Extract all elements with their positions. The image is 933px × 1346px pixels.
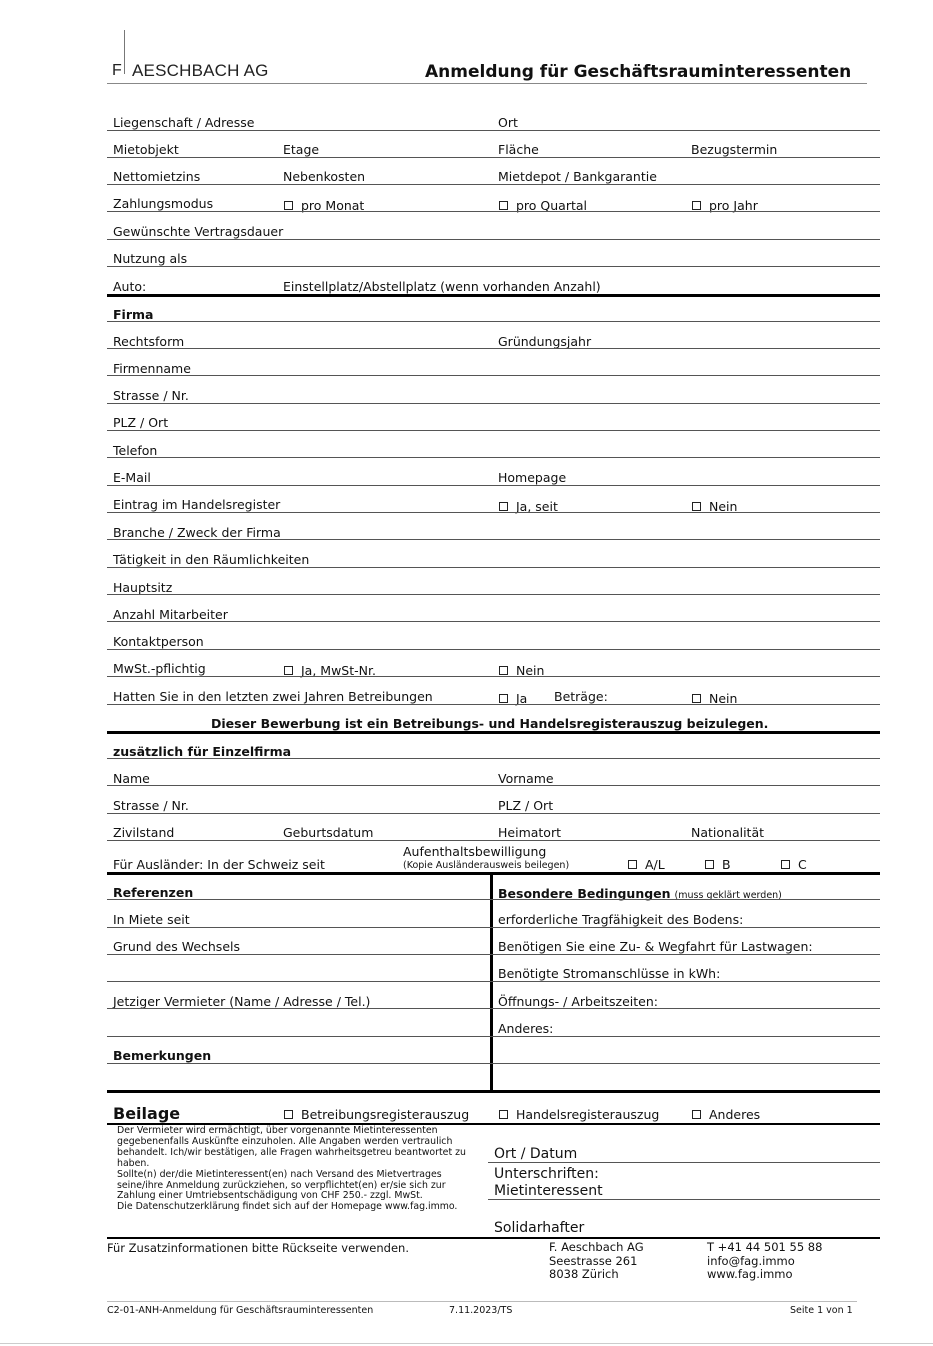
line-grund[interactable] <box>107 954 880 955</box>
section-divider <box>107 1090 880 1093</box>
label-vorname: Vorname <box>498 771 554 786</box>
checkbox-icon <box>499 694 508 703</box>
checkbox-betreibungsregister[interactable] <box>284 1108 469 1122</box>
label-vertragsdauer: Gewünschte Vertragsdauer <box>113 224 284 239</box>
checkbox-label: pro Jahr <box>709 198 758 213</box>
checkbox-label: C <box>798 857 807 872</box>
checkbox-label: Nein <box>516 663 545 678</box>
label-mietdepot: Mietdepot / Bankgarantie <box>498 169 657 184</box>
label-mitarbeiter: Anzahl Mitarbeiter <box>113 607 228 622</box>
checkbox-b[interactable] <box>705 858 731 872</box>
logo-letter: F <box>112 62 122 79</box>
line-handelsregister[interactable] <box>107 512 880 513</box>
line-liegenschaft[interactable] <box>107 130 880 131</box>
line-einzelfirma <box>107 758 880 759</box>
label-grund: Grund des Wechsels <box>113 939 240 954</box>
disclaimer-line: seine/ihre Anmeldung zurückziehen, so verpflichtet(en) er/sie sich zur <box>117 1179 446 1191</box>
line-nettomietzins[interactable] <box>107 184 880 185</box>
checkbox-icon <box>284 666 293 675</box>
checkbox-label: Ja, MwSt-Nr. <box>301 663 376 678</box>
label-liegenschaft: Liegenschaft / Adresse <box>113 115 255 130</box>
line-ref-1 <box>107 899 880 900</box>
line-anderes[interactable] <box>107 1036 880 1037</box>
line-betreibungen[interactable] <box>107 704 880 705</box>
line-kontaktperson[interactable] <box>107 649 880 650</box>
label-zeiten: Öffnungs- / Arbeitszeiten: <box>498 994 658 1009</box>
checkbox-icon <box>284 201 293 210</box>
checkbox-icon <box>628 860 637 869</box>
line-branche[interactable] <box>107 539 880 540</box>
footer-company-line: F. Aeschbach AG <box>549 1240 644 1254</box>
line-solidarhafter[interactable] <box>107 1237 880 1239</box>
line-rechtsform[interactable] <box>107 348 880 349</box>
label-zahlungsmodus: Zahlungsmodus <box>113 196 214 211</box>
bedingungen-heading: Besondere Bedingungen <box>498 886 671 901</box>
header-rule <box>107 83 867 84</box>
label-mietobjekt: Mietobjekt <box>113 142 179 157</box>
footer-company-line: Seestrasse 261 <box>549 1253 638 1268</box>
checkbox-icon <box>499 502 508 511</box>
section-title-firma: Firma <box>113 307 154 322</box>
checkbox-anderes[interactable] <box>692 1108 760 1122</box>
label-zufahrt: Benötigen Sie eine Zu- & Wegfahrt für Lastwagen: <box>498 939 813 954</box>
label-nationalitaet: Nationalität <box>691 825 765 840</box>
disclaimer-text <box>117 1126 482 1213</box>
checkbox-icon <box>499 666 508 675</box>
label-ef-strasse: Strasse / Nr. <box>113 798 189 813</box>
line-hauptsitz[interactable] <box>107 594 880 595</box>
label-etage: Etage <box>283 142 320 157</box>
section-title-einzelfirma: zusätzlich für Einzelfirma <box>113 744 292 759</box>
doc-date: 7.11.2023/TS <box>449 1305 513 1316</box>
label-auto: Auto: <box>113 279 147 294</box>
footer-phone: T +41 44 501 55 88 <box>707 1240 823 1254</box>
line-ef-strasse[interactable] <box>107 813 880 814</box>
page-title: Anmeldung für Geschäftsrauminteressenten <box>425 62 852 82</box>
checkbox-icon <box>705 860 714 869</box>
label-betreibungen: Hatten Sie in den letzten zwei Jahren Betreibungen <box>113 689 433 704</box>
label-nettomietzins: Nettomietzins <box>113 169 201 184</box>
label-email: E-Mail <box>113 470 151 485</box>
line-vermieter[interactable] <box>107 1008 880 1009</box>
footer-note: Für Zusatzinformationen bitte Rückseite verwenden. <box>107 1241 409 1255</box>
checkbox-label: Ja, seit <box>516 499 558 514</box>
label-homepage: Homepage <box>498 470 567 485</box>
checkbox-icon <box>692 694 701 703</box>
footer-contact <box>707 1241 822 1282</box>
checkbox-label: Betreibungsregisterauszug <box>301 1107 470 1122</box>
label-branche: Branche / Zweck der Firma <box>113 525 281 540</box>
label-gruendungsjahr: Gründungsjahr <box>498 334 592 349</box>
checkbox-icon <box>284 1110 293 1119</box>
line-bemerkungen[interactable] <box>107 1063 880 1064</box>
disclaimer-line: gegebenenfalls Auskünfte einzuholen. Alle Angaben werden vertraulich <box>117 1135 453 1147</box>
line-mietobjekt[interactable] <box>107 157 880 158</box>
label-geburtsdatum: Geburtsdatum <box>283 825 374 840</box>
label-ort-datum: Ort / Datum <box>494 1146 578 1162</box>
line-mwst[interactable] <box>107 676 880 677</box>
label-nebenkosten: Nebenkosten <box>283 169 366 184</box>
label-nutzung: Nutzung als <box>113 251 188 266</box>
label-plz-ort: PLZ / Ort <box>113 415 169 430</box>
label-auslaender: Für Ausländer: In der Schweiz seit <box>113 857 325 872</box>
label-einstellplatz: Einstellplatz/Abstellplatz (wenn vorhanden Anzahl) <box>283 279 601 294</box>
footer-company <box>549 1241 644 1282</box>
page-number: Seite 1 von 1 <box>790 1305 853 1316</box>
label-ef-plz: PLZ / Ort <box>498 798 554 813</box>
label-bezugstermin: Bezugstermin <box>691 142 778 157</box>
checkbox-al[interactable] <box>628 858 665 872</box>
label-aufenthalt: Aufenthaltsbewilligung <box>403 844 547 859</box>
label-tragfaehigkeit: erforderliche Tragfähigkeit des Bodens: <box>498 912 744 927</box>
label-mwst: MwSt.-pflichtig <box>113 661 206 676</box>
label-unterschriften: Unterschriften: <box>494 1166 599 1182</box>
checkbox-c[interactable] <box>781 858 807 872</box>
label-anderes: Anderes: <box>498 1021 554 1036</box>
bedingungen-note: (muss geklärt werden) <box>674 890 782 901</box>
column-divider <box>490 874 493 1092</box>
label-mietinteressent: Mietinteressent <box>494 1183 603 1199</box>
label-kontaktperson: Kontaktperson <box>113 634 204 649</box>
label-taetigkeit: Tätigkeit in den Räumlichkeiten <box>113 552 310 567</box>
line-mietinteressent[interactable] <box>488 1199 880 1200</box>
line-zahlungsmodus[interactable] <box>107 211 880 212</box>
section-divider <box>107 872 880 875</box>
logo-name: AESCHBACH AG <box>132 61 269 80</box>
line-in-miete[interactable] <box>107 927 880 928</box>
disclaimer-line: Die Datenschutzerklärung findet sich auf der Homepage www.fag.immo. <box>117 1201 458 1213</box>
label-vermieter: Jetziger Vermieter (Name / Adresse / Tel.) <box>113 994 371 1009</box>
section-divider <box>107 731 880 734</box>
label-betraege: Beträge: <box>554 689 608 704</box>
footer-website[interactable]: www.fag.immo <box>707 1267 793 1281</box>
disclaimer-line: Der Vermieter wird ermächtigt, über vorgenannte Mietinteressenten <box>117 1125 438 1136</box>
label-telefon: Telefon <box>113 443 158 458</box>
disclaimer-line: haben. <box>117 1157 150 1169</box>
line-taetigkeit[interactable] <box>107 567 880 568</box>
label-bemerkungen: Bemerkungen <box>113 1048 212 1063</box>
checkbox-icon <box>692 502 701 511</box>
label-handelsregister: Eintrag im Handelsregister <box>113 497 281 512</box>
section-title-referenzen: Referenzen <box>113 885 194 900</box>
checkbox-handelsregisterauszug[interactable] <box>499 1108 659 1122</box>
checkbox-icon <box>499 1110 508 1119</box>
label-name: Name <box>113 771 150 786</box>
checkbox-icon <box>781 860 790 869</box>
label-aufenthalt-note: (Kopie Ausländerausweis beilegen) <box>403 860 570 871</box>
line-firma <box>107 321 880 322</box>
checkbox-label: Ja <box>516 691 528 706</box>
label-ort: Ort <box>498 115 518 130</box>
label-firmenname: Firmenname <box>113 361 191 376</box>
label-solidarhafter: Solidarhafter <box>494 1220 585 1236</box>
line-zivilstand[interactable] <box>107 840 880 841</box>
checkbox-label: pro Quartal <box>516 198 588 213</box>
line-telefon[interactable] <box>107 457 880 458</box>
checkbox-icon <box>692 1110 701 1119</box>
line-name[interactable] <box>107 785 880 786</box>
checkbox-icon <box>692 201 701 210</box>
line-plz-ort[interactable] <box>107 430 880 431</box>
line-ort-datum[interactable] <box>488 1162 880 1163</box>
line-firmenname[interactable] <box>107 375 880 376</box>
line-strasse[interactable] <box>107 403 880 404</box>
page-edge <box>0 1343 933 1344</box>
line-mitarbeiter[interactable] <box>107 621 880 622</box>
footer-email[interactable]: info@fag.immo <box>707 1253 795 1268</box>
checkbox-label: Nein <box>709 499 738 514</box>
label-heimatort: Heimatort <box>498 825 561 840</box>
disclaimer-line: behandelt. Ich/wir bestätigen, alle Fragen wahrheitsgetreu beantwortet zu <box>117 1146 466 1158</box>
section-divider <box>107 294 880 297</box>
notice-text: Dieser Bewerbung ist ein Betreibungs- und Handelsregisterauszug beizulegen. <box>211 716 769 731</box>
label-strasse: Strasse / Nr. <box>113 388 189 403</box>
disclaimer-line: Zahlung einer Umtriebsentschädigung von CHF 250.- zzgl. MwSt. <box>117 1190 423 1202</box>
line-vertragsdauer[interactable] <box>107 239 880 240</box>
label-zivilstand: Zivilstand <box>113 825 175 840</box>
checkbox-label: pro Monat <box>301 198 365 213</box>
logo-divider <box>124 30 125 74</box>
checkbox-label: Nein <box>709 691 738 706</box>
label-flaeche: Fläche <box>498 142 539 157</box>
disclaimer-line: Sollte(n) der/die Mietinteressent(en) nach Versand des Mietvertrages <box>117 1168 442 1180</box>
label-rechtsform: Rechtsform <box>113 334 185 349</box>
label-in-miete: In Miete seit <box>113 912 190 927</box>
line-nutzung[interactable] <box>107 266 880 267</box>
checkbox-icon <box>499 201 508 210</box>
section-title-beilage: Beilage <box>113 1104 181 1123</box>
line-email[interactable] <box>107 485 880 486</box>
checkbox-label: A/L <box>645 857 665 872</box>
checkbox-label: Anderes <box>709 1107 761 1122</box>
doc-id: C2-01-ANH-Anmeldung für Geschäftsrauminteressenten <box>107 1305 374 1316</box>
label-hauptsitz: Hauptsitz <box>113 580 173 595</box>
line-strom[interactable] <box>107 981 880 982</box>
label-strom: Benötigte Stromanschlüsse in kWh: <box>498 966 721 981</box>
footer-company-line: 8038 Zürich <box>549 1267 619 1281</box>
checkbox-label: Handelsregisterauszug <box>516 1107 660 1122</box>
checkbox-label: B <box>722 857 731 872</box>
footer-rule <box>107 1301 857 1302</box>
